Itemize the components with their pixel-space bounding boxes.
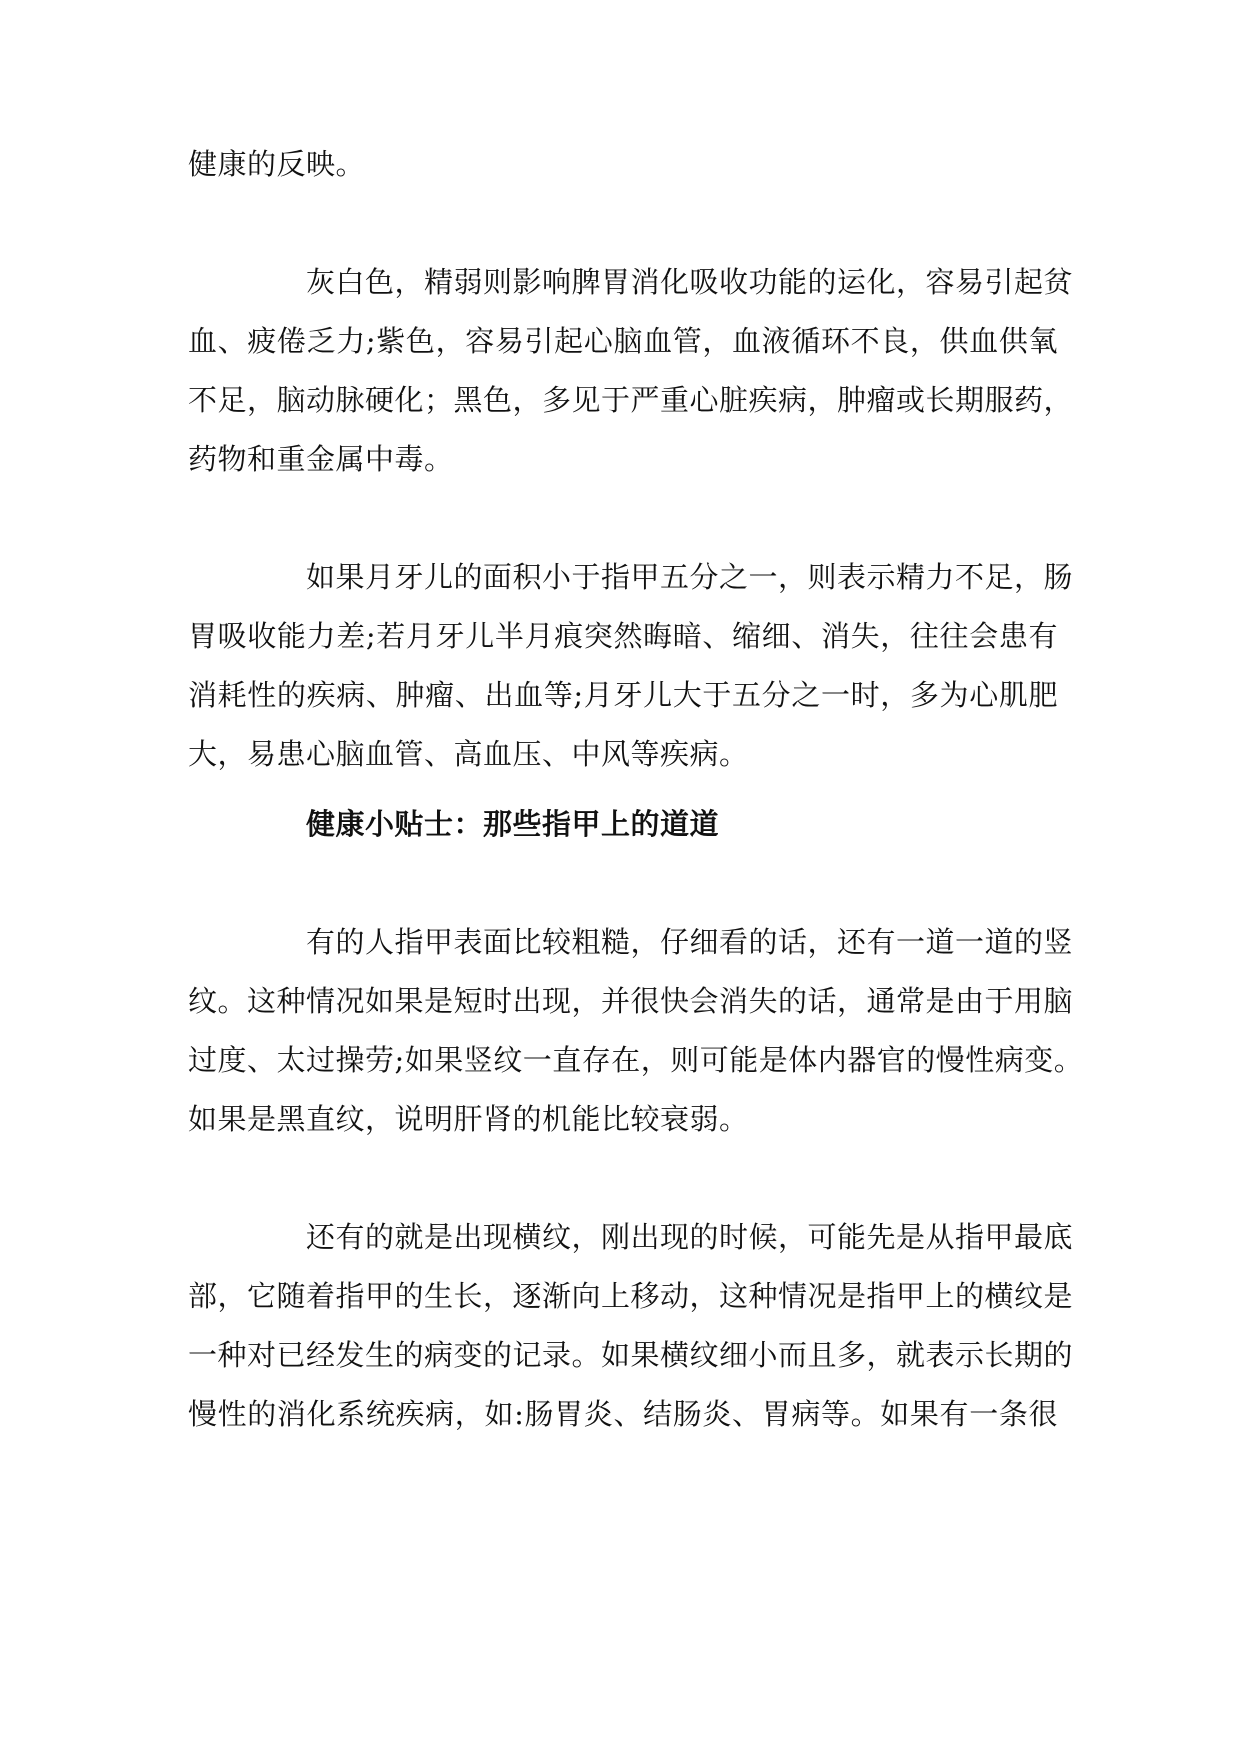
text-line: 药物和重金属中毒。 <box>188 442 454 476</box>
paragraph-first-line: 如果月牙儿的面积小于指甲五分之一，则表示精力不足，肠 <box>306 560 1074 594</box>
text-line: 过度、太过操劳;如果竖纹一直存在，则可能是体内器官的慢性病变。 <box>188 1043 1084 1077</box>
text-line: 大，易患心脑血管、高血压、中风等疾病。 <box>188 737 749 771</box>
text-line: 健康的反映。 <box>188 147 366 181</box>
text-line: 消耗性的疾病、肿瘤、出血等;月牙儿大于五分之一时，多为心肌肥 <box>188 678 1058 712</box>
text-line: 一种对已经发生的病变的记录。如果横纹细小而且多，就表示长期的 <box>188 1338 1074 1372</box>
text-line: 部，它随着指甲的生长，逐渐向上移动，这种情况是指甲上的横纹是 <box>188 1279 1074 1313</box>
paragraph-first-line: 还有的就是出现横纹，刚出现的时候，可能先是从指甲最底 <box>306 1220 1074 1254</box>
paragraph-first-line: 有的人指甲表面比较粗糙，仔细看的话，还有一道一道的竖 <box>306 925 1074 959</box>
text-line: 血、疲倦乏力;紫色，容易引起心脑血管，血液循环不良，供血供氧 <box>188 324 1058 358</box>
text-line: 纹。这种情况如果是短时出现，并很快会消失的话，通常是由于用脑 <box>188 984 1074 1018</box>
text-line: 胃吸收能力差;若月牙儿半月痕突然晦暗、缩细、消失，往往会患有 <box>188 619 1058 653</box>
section-heading: 健康小贴士：那些指甲上的道道 <box>306 807 720 841</box>
text-line: 不足，脑动脉硬化；黑色，多见于严重心脏疾病，肿瘤或长期服药， <box>188 383 1074 417</box>
text-line: 如果是黑直纹，说明肝肾的机能比较衰弱。 <box>188 1102 749 1136</box>
paragraph-first-line: 灰白色，精弱则影响脾胃消化吸收功能的运化，容易引起贫 <box>306 265 1074 299</box>
text-line: 慢性的消化系统疾病，如:肠胃炎、结肠炎、胃病等。如果有一条很 <box>188 1397 1058 1431</box>
